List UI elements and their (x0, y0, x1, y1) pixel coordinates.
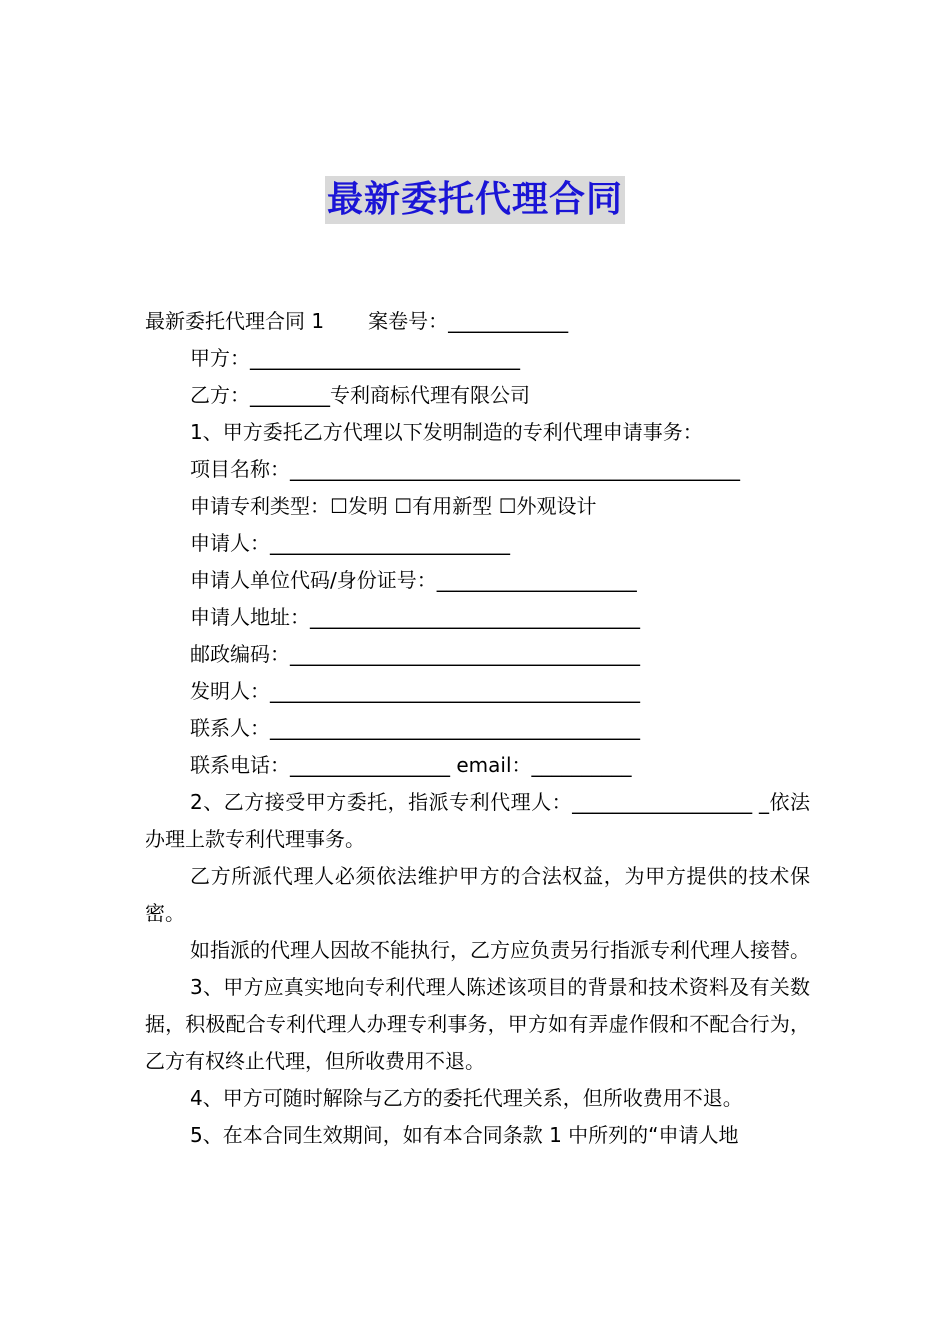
applicant-id-line: 申请人单位代码/身份证号：____________________ (190, 568, 637, 592)
inventor-line: 发明人：_____________________________________ (190, 679, 640, 703)
phone-email-line: 联系电话：________________ email：__________ (190, 753, 632, 777)
contract-header-line (145, 303, 810, 340)
clause-1-line: 1、甲方委托乙方代理以下发明制造的专利代理申请事务： (190, 420, 703, 444)
clause-2-replacement-paragraph: 如指派的代理人因故不能执行，乙方应负责另行指派专利代理人接替。 (190, 938, 810, 962)
patent-type-line: 申请专利类型：☐发明 ☐有用新型 ☐外观设计 (190, 494, 597, 518)
applicant-address-line: 申请人地址：_________________________________ (190, 605, 640, 629)
clause-2-confidentiality-paragraph: 乙方所派代理人必须依法维护甲方的合法权益，为甲方提供的技术保密。 (145, 864, 810, 925)
project-name-line: 项目名称：_____________________________________________ (190, 457, 740, 481)
title-container (0, 176, 950, 224)
party-b-line: 乙方：________专利商标代理有限公司 (190, 383, 530, 407)
document-title: 最新委托代理合同 (325, 176, 625, 224)
contract-name: 最新委托代理合同 1 (145, 309, 325, 333)
party-a-line: 甲方：___________________________ (190, 346, 520, 370)
clause-3-paragraph: 3、甲方应真实地向专利代理人陈述该项目的背景和技术资料及有关数据，积极配合专利代理人办理专利事务，甲方如有弄虚作假和不配合行为，乙方有权终止代理，但所收费用不退。 (145, 975, 810, 1073)
clause-4-paragraph: 4、甲方可随时解除与乙方的委托代理关系，但所收费用不退。 (190, 1086, 743, 1110)
case-number-field: 案卷号：____________ (368, 309, 569, 333)
clause-2-paragraph: 2、乙方接受甲方委托，指派专利代理人：__________________ _依法办理上款专利代理事务。 (145, 790, 810, 851)
clause-5-paragraph: 5、在本合同生效期间，如有本合同条款 1 中所列的“申请人地 (190, 1123, 739, 1147)
document-body (145, 303, 810, 1154)
contact-person-line: 联系人：_____________________________________ (190, 716, 640, 740)
applicant-line: 申请人：________________________ (190, 531, 510, 555)
postcode-line: 邮政编码：___________________________________ (190, 642, 640, 666)
